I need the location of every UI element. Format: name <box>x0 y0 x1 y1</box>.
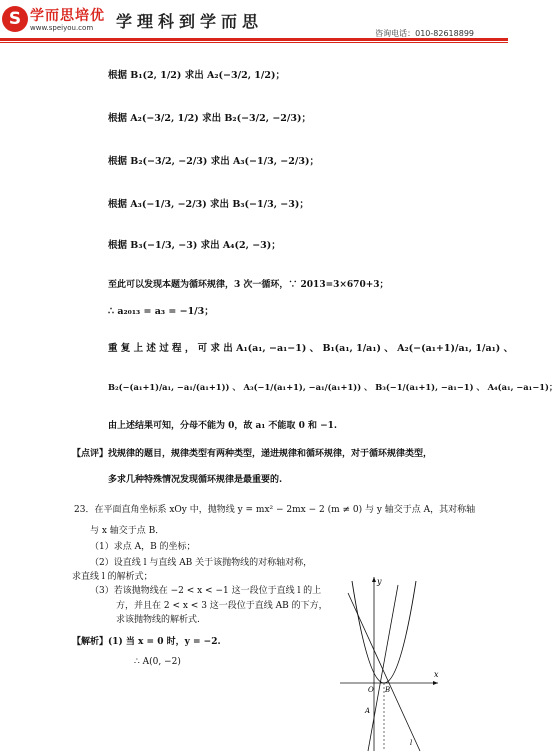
line-ab <box>368 585 398 751</box>
contact-phone: 咨询电话：010-82618899 <box>375 29 474 38</box>
header-divider <box>0 38 508 41</box>
text-line-10: 由上述结果可知，分母不能为 0，故 a₁ 不能取 0 和 −1. <box>108 421 338 431</box>
problem-23-stem: 23．在平面直角坐标系 xOy 中，抛物线 y = mx² − 2mx − 2 (m ≠ 0) 与 y 轴交于点 A，其对称轴 <box>74 505 476 515</box>
website-url[interactable]: www.speiyou.com <box>30 24 94 32</box>
brand-logo-icon: S <box>2 6 28 32</box>
parabola-curve <box>352 581 416 683</box>
origin-label: O <box>368 686 374 694</box>
brand-name: 学而思培优 <box>30 8 105 24</box>
page-header <box>0 0 508 46</box>
point-a-label: A <box>365 707 371 715</box>
text-line-7: ∴ a₂₀₁₃ = a₃ = −1/3； <box>108 306 214 317</box>
x-axis-arrow-icon <box>433 681 438 685</box>
text-line-6: 至此可以发现本题为循环规律，3 次一循环，∵ 2013=3×670+3； <box>108 280 389 290</box>
text-line-4: 根据 A₃(−1/3, −2/3) 求出 B₃(−1/3, −3)； <box>108 199 309 210</box>
problem-23-part-3-cont: 方，并且在 2 < x < 3 这一段位于直线 AB 的下方， <box>116 601 328 611</box>
x-axis-label: x <box>434 670 439 679</box>
text-line-1: 根据 B₁(2, 1/2) 求出 A₂(−3/2, 1/2)； <box>108 70 285 81</box>
parabola-graph <box>338 573 444 753</box>
text-line-8: 重 复 上 述 过 程 ， 可 求 出 A₁(a₁, −a₁−1) 、 B₁(a₁, 1/a₁) 、 A₂(−(a₁+1)/a₁, 1/a₁) 、 <box>108 343 514 354</box>
problem-23-part-2-cont: 求直线 l 的解析式； <box>72 572 153 582</box>
point-b-label: B <box>385 686 391 694</box>
y-axis-label: y <box>377 577 382 586</box>
problem-23-part-3: （3）若该抛物线在 −2 < x < −1 这一段位于直线 l 的上 <box>90 586 322 596</box>
problem-23-stem-2: 与 x 轴交于点 B． <box>90 526 165 536</box>
solution-line-2: ∴ A(0, −2) <box>134 657 181 667</box>
comment-line-1: 【点评】找规律的题目，规律类型有两种类型，递进规律和循环规律，对于循环规律类型， <box>72 449 433 459</box>
text-line-9: B₂(−(a₁+1)/a₁, −a₁/(a₁+1)) 、 A₃(−1/(a₁+1), −a₁/(a₁+1)) 、 B₃(−1/(a₁+1), −a₁−1) 、 A₄(a₁, −a₁−1)； <box>108 382 557 392</box>
problem-23-part-2: （2）设直线 l 与直线 AB 关于该抛物线的对称轴对称， <box>90 558 313 568</box>
y-axis-arrow-icon <box>372 577 376 582</box>
comment-line-2: 多求几种特殊情况发现循环规律是最重要的. <box>108 475 283 485</box>
line-l-label: l <box>410 739 413 747</box>
text-line-2: 根据 A₂(−3/2, 1/2) 求出 B₂(−3/2, −2/3)； <box>108 113 311 124</box>
header-divider-thin <box>0 42 508 43</box>
problem-23-part-1: （1）求点 A，B 的坐标； <box>90 542 196 552</box>
text-line-5: 根据 B₃(−1/3, −3) 求出 A₄(2, −3)； <box>108 240 281 251</box>
problem-23-part-3-cont-2: 求该抛物线的解析式. <box>116 615 200 625</box>
solution-line-1: 【解析】(1) 当 x = 0 时，y = −2. <box>72 637 221 647</box>
slogan: 学理科到学而思 <box>116 12 264 31</box>
text-line-3: 根据 B₂(−3/2, −2/3) 求出 A₃(−1/3, −2/3)； <box>108 156 319 167</box>
